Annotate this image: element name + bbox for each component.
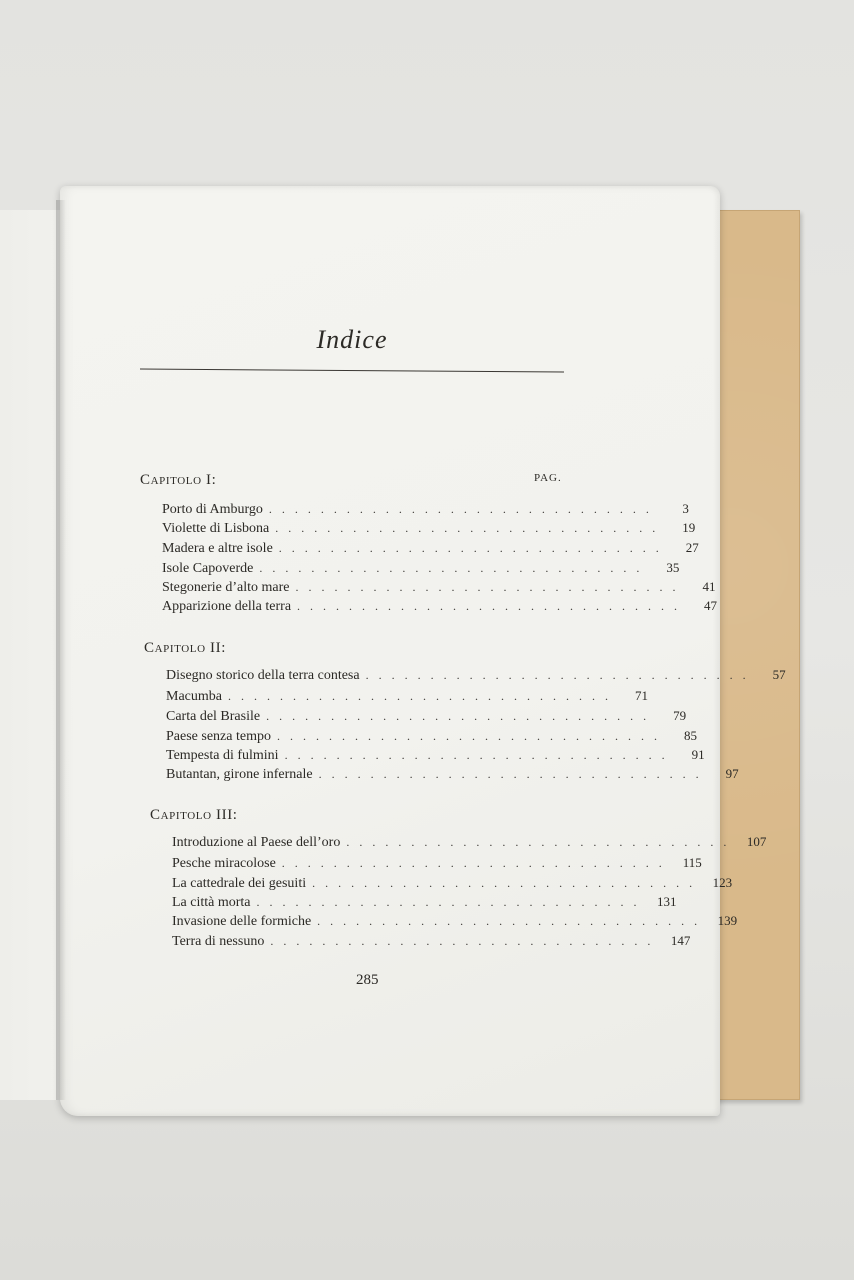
entry-page: 27	[685, 540, 699, 555]
entry-page: 97	[725, 766, 739, 781]
entry-title: Introduzione al Paese dell’oro	[172, 835, 341, 850]
entry-title: Madera e altre isole	[162, 541, 273, 556]
entry-title: Carta del Brasile	[166, 709, 261, 724]
page-number: 285	[356, 972, 379, 988]
entry-page: 41	[702, 579, 716, 594]
list-item	[166, 728, 697, 746]
dot-leader: ..............................	[312, 876, 703, 890]
dot-leader: ..............................	[270, 934, 661, 948]
dot-leader: ..............................	[256, 895, 647, 909]
entry-page: 79	[673, 708, 687, 723]
chapter-heading: Capitolo II:	[144, 640, 226, 656]
list-item	[172, 913, 738, 931]
list-item	[162, 579, 716, 597]
entry-page: 123	[712, 875, 733, 890]
entry-title: Disegno storico della terra contesa	[166, 668, 360, 683]
list-item	[172, 933, 691, 951]
dot-leader: ..............................	[346, 835, 737, 849]
entry-page: 71	[634, 688, 648, 703]
list-item	[166, 747, 705, 765]
entry-page: 35	[666, 560, 680, 575]
list-item	[162, 560, 680, 578]
list-item	[172, 834, 767, 852]
entry-title: Pesche miracolose	[172, 856, 276, 871]
entry-page: 139	[717, 913, 738, 928]
entry-title: Invasione delle formiche	[172, 914, 312, 929]
entry-title: Stegonerie d’alto mare	[162, 580, 290, 595]
dot-leader: ..............................	[295, 580, 686, 594]
pag-label: PAG.	[534, 472, 562, 484]
entry-title: Butantan, girone infernale	[166, 767, 313, 782]
entry-title: Terra di nessuno	[172, 934, 265, 949]
entry-title: Paese senza tempo	[166, 729, 271, 744]
dot-leader: ..............................	[297, 599, 688, 613]
list-item	[166, 667, 786, 685]
entry-page: 85	[683, 728, 697, 743]
entry-title: Violette di Lisbona	[162, 521, 270, 536]
dot-leader: ..............................	[318, 767, 709, 781]
entry-title: La cattedrale dei gesuiti	[172, 876, 307, 891]
list-item	[172, 855, 702, 873]
entry-page: 91	[691, 747, 705, 762]
dot-leader: ..............................	[268, 502, 659, 516]
page-title: Indice	[316, 325, 388, 354]
list-item	[162, 520, 696, 538]
entry-title: Apparizione della terra	[162, 599, 292, 614]
entry-title: Tempesta di fulmini	[166, 748, 279, 763]
chapter-heading: Capitolo III:	[150, 807, 238, 823]
entry-title: Isole Capoverde	[162, 561, 254, 576]
dot-leader: ..............................	[259, 561, 650, 575]
list-item	[166, 766, 739, 784]
dot-leader: ..............................	[266, 709, 657, 723]
dot-leader: ..............................	[317, 914, 708, 928]
list-item	[162, 501, 689, 519]
list-item	[162, 540, 699, 558]
entry-page: 19	[682, 520, 696, 535]
dot-leader: ..............................	[276, 729, 667, 743]
entry-title: Porto di Amburgo	[162, 502, 263, 517]
entry-page: 147	[670, 933, 691, 948]
list-item	[166, 708, 687, 726]
dot-leader: ..............................	[365, 668, 756, 682]
list-item	[172, 894, 677, 912]
entry-page: 3	[682, 501, 689, 516]
entry-page: 131	[657, 894, 677, 909]
list-item	[172, 875, 733, 893]
dot-leader: ..............................	[284, 748, 675, 762]
dot-leader: ..............................	[227, 689, 618, 703]
entry-page: 47	[704, 598, 718, 613]
entry-page: 57	[772, 667, 786, 682]
dot-leader: ..............................	[275, 521, 666, 535]
chapter-heading: Capitolo I:	[140, 472, 217, 488]
dot-leader: ..............................	[278, 541, 669, 555]
dot-leader: ..............................	[281, 856, 672, 870]
entry-title: Macumba	[166, 689, 222, 704]
list-item	[166, 688, 648, 706]
entry-title: La città morta	[172, 895, 251, 910]
entry-page: 107	[746, 834, 767, 849]
entry-page: 115	[682, 855, 702, 870]
list-item	[162, 598, 718, 616]
